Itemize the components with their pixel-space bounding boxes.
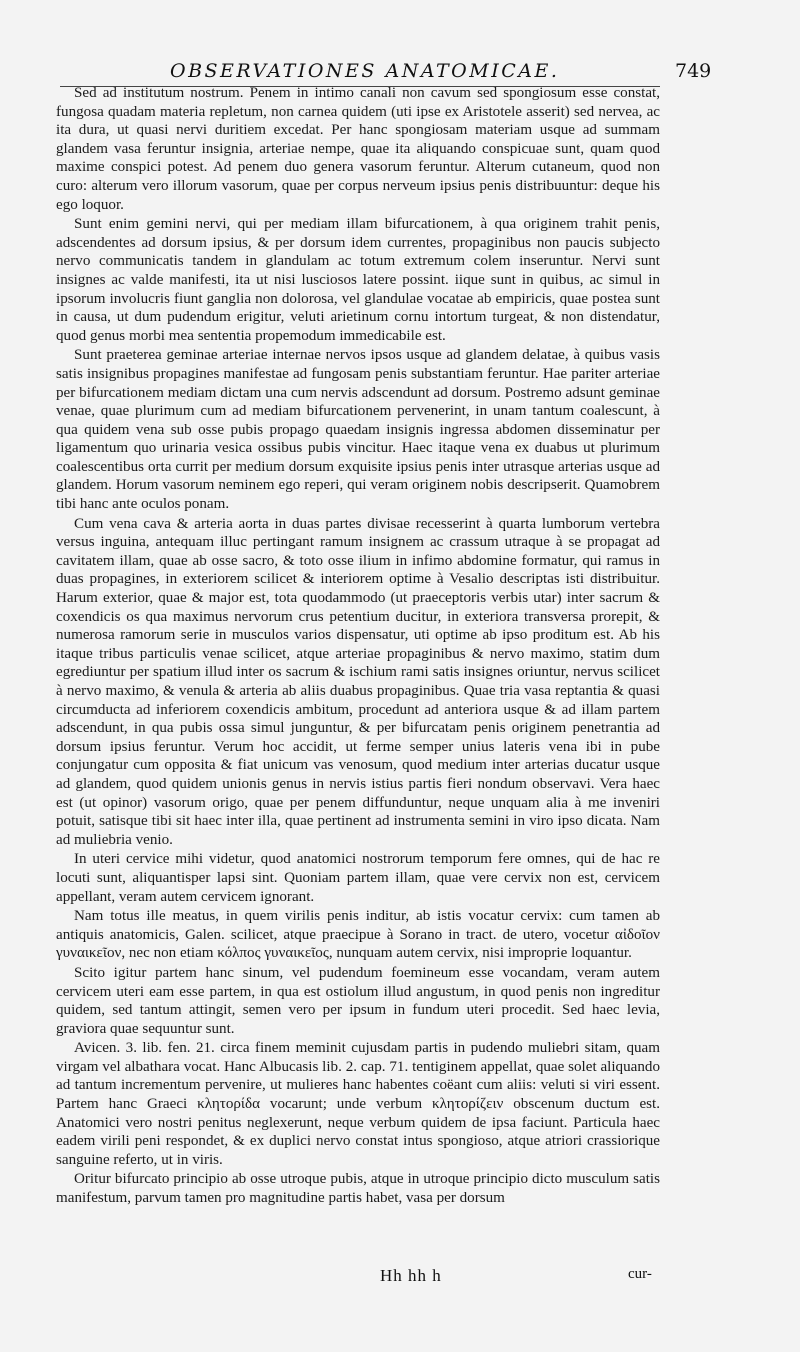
paragraph: Avicen. 3. lib. fen. 21. circa finem meminit cujusdam partis in pudendo muliebri sitam, quam virgam vel albathara vocat. Hanc Albucasis lib. 2. cap. 71. tentiginem appellat, quae solet aliquando ad tantum incrementum pervenire, ut mulieres hanc habentes coëant cum aliis: veluti si viri essent. Partem hanc Graeci κλητορίδα vocarunt; unde verbum κλητορίζειν obscenum ductum est. Anatomici vero nostri penitus neglexerunt, neque verbum quidem de ipsa faciunt. Particula haec eadem virili peni respondet, & ex duplici nervo constat intus spongioso, atque atriori crassiorique sanguine referto, ut in viris. bbox=[56, 1040, 660, 1168]
paragraph: Sunt praeterea geminae arteriae internae nervos ipsos usque ad glandem delatae, à quibus vasis satis insignibus propagines manifestae ad fungosam penis substantiam feruntur. Hae pariter arteriae per bifurcationem mediam dictam una cum nervis adscendunt ad dorsum. Postremo adsunt geminae venae, quae plurimum cum ad mediam bifurcationem pervenerint, in unam tantum coalescunt, à qua quidem vena sub osse pubis propago quaedam insignis ingressa abdomen disseminatur per ligamentum quo urinaria vesica ossibus pubis vincitur. Haec itaque vena ex duabus ut plurimum coalescentibus orta currit per medium dorsum exquisite ipsius penis inter utrasque arterias usque ad glandem. Horum vasorum neminem ego reperi, qui veram originem nobis descripserit. Quamobrem tibi hanc ante oculos ponam. bbox=[56, 347, 660, 513]
paragraph: Scito igitur partem hanc sinum, vel pudendum foemineum esse vocandam, veram autem cervicem uteri eam esse partem, in qua est ostiolum illud angustum, in quod penis non ingreditur quidem, sed tantum attingit, semen vero per ipsum in fundum uteri procedit. Sed haec levia, graviora quae sequuntur sunt. bbox=[56, 964, 660, 1037]
paragraph: Nam totus ille meatus, in quem virilis penis inditur, ab istis vocatur cervix: cum tamen ab antiquis anatomicis, Galen. scilicet, atque praecipue à Sorano in tract. de utero, vocetur αἰδοῖον γυναικεῖον, nec non etiam κόλπος γυναικεῖος, nunquam autem cervix, nisi improprie loquantur. bbox=[56, 908, 660, 962]
paragraph: Sunt enim gemini nervi, qui per mediam illam bifurcationem, à qua originem trahit penis, adscendentes ad dorsum ipsius, & per dorsum idem currentes, propaginibus non paucis subjecto nervo communicatis tandem in glandulam ac totum extremum colem inseruntur. Nervi sunt insignes ac valde manifesti, ita ut nisi lusciosos latere possint. iique sunt in quibus, ac simul in ipsorum involucris fiunt ganglia non dolorosa, vel glandulae vocatae ab empiricis, quae postea sunt in causa, ut dum pudendum erigitur, veluti arietinum cornu intortum turgeat, & non distendatur, quod genus morbi mea sententia propemodum immedicabile est. bbox=[56, 216, 660, 344]
body-text bbox=[56, 84, 660, 1208]
signature-mark: Hh hh h bbox=[380, 1266, 442, 1285]
paragraph: In uteri cervice mihi videtur, quod anatomici nostrorum temporum fere omnes, qui de hac re locuti sunt, aliquantisper lapsi sint. Quoniam partem illam, quae vere cervix non est, cervicem appellant, veram autem cervicem ignorant. bbox=[56, 851, 660, 905]
paragraph: Sed ad institutum nostrum. Penem in intimo canali non cavum sed spongiosum esse constat, fungosa quadam materia repletum, non carnea quidem (uti ipse ex Aristotele asserit) sed nervea, ac ita dura, ut quasi nervi duritiem excedat. Per hanc spongiosam materiam usque ad summam glandem vasa feruntur insignia, arteriae nempe, quae ita aliquando conspicuae sunt, quam quod maxime conspici potest. Ad penem duo genera vasorum feruntur. Alterum cutaneum, quod non curo: alterum vero illorum vasorum, quae per corpus nerveum ipsius penis distribuuntur: deque his ego loquor. bbox=[56, 85, 660, 213]
paragraph: Cum vena cava & arteria aorta in duas partes divisae recesserint à quarta lumborum vertebra versus inguina, antequam illuc pertingant ramum insignem ac crassum utraque à se propagat ad cavitatem illam, quae ab osse sacro, & toto osse ilium in infimo abdomine formatur, qui ramus in duas propagines, in exteriorem scilicet & interiorem optime à Vesalio descriptas isti distribuitur. Harum exterior, quae & major est, tota quodammodo (ut praeceptoris verbis utar) inter sacrum & coxendicis os qua maximus nervorum crus petentium ducitur, in exteriora transversa prorepit, & numerosa ramorum serie in musculos varios dispensatur, uti optime ab ipso proditum est. Ab his itaque tribus particulis venae scilicet, atque arteriae propaginibus & nervo maximo, statim dum egrediuntur per spatium illud inter os sacrum & ischium rami satis insignes oriuntur, nervus scilicet à nervo maximo, & venula & arteria ab aliis duabus propaginibus. Quae tria vasa reptantia & quasi circumducta ad inferiorem coxendicis ambitum, procedunt ad anteriora usque & ad illam partem adscendunt, in qua pubis ossa simul junguntur, & per bifurcatam penis originem penetrantia ad dorsum ipsius feruntur. Verum hoc accidit, ut ferme semper unius lateris vena ibi in pube conjungatur cum opposita & fiat unicum vas venosum, quod medium inter arterias ducatur usque ad glandem, quod quidem unionis genus in nervis istius partis fieri nondum observavi. Vera haec est (ut opinor) vasorum origo, quae per penem diffunduntur, neque unquam alia à me inveniri potuit, satisque tibi sit haec inter illa, quae pertinent ad instrumenta semini in viro ipso dicata. Nam ad muliebria venio. bbox=[56, 515, 660, 848]
running-title: OBSERVATIONES ANATOMICAE. bbox=[170, 60, 560, 82]
paragraph: Oritur bifurcato principio ab osse utroque pubis, atque in utroque principio dicto musculum satis manifestum, parvum tamen pro magnitudine partis habet, vasa per dorsum bbox=[56, 1171, 660, 1207]
catchword: cur- bbox=[628, 1266, 652, 1282]
running-header bbox=[60, 56, 712, 87]
page-number: 749 bbox=[675, 60, 712, 82]
